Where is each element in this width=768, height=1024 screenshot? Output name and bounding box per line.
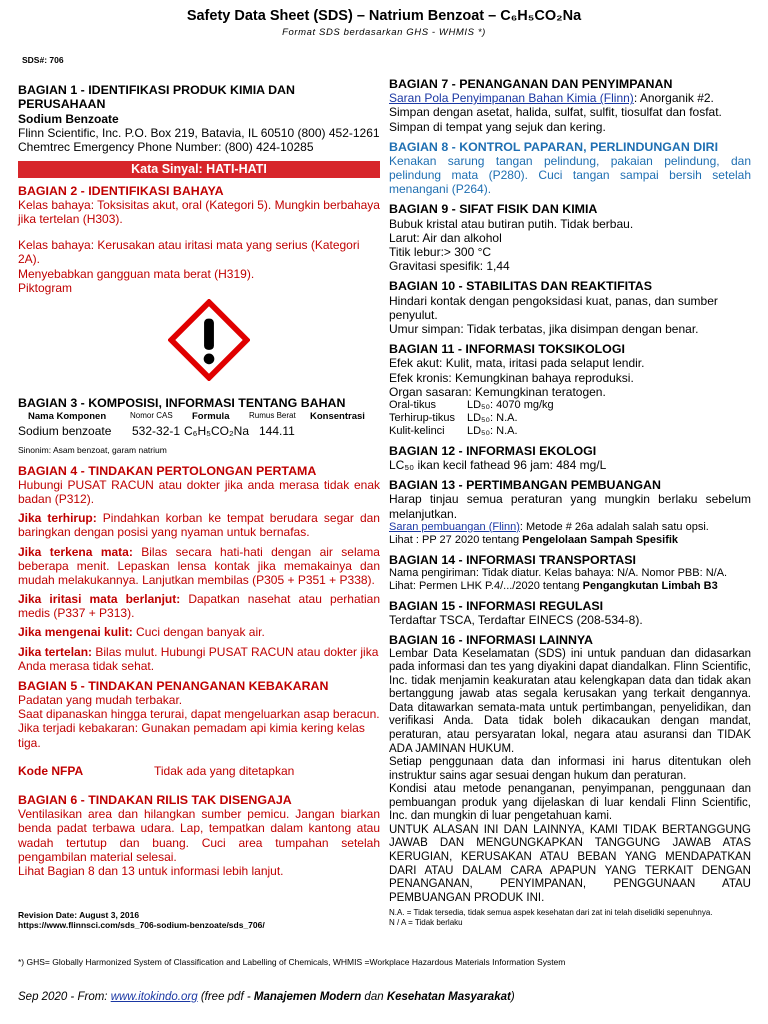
section-12-heading: BAGIAN 12 - INFORMASI EKOLOGI bbox=[389, 443, 597, 458]
exclamation-mark-ghs-pictogram-icon bbox=[168, 299, 250, 381]
other-info-p3: Kondisi atau metode penanganan, penyimpanan, penggunaan dan pembuangan produk yang dijelaskan di luar kendali Flinn Scientific, Inc. dan mungkin di luar pengetahuan kami. bbox=[389, 783, 751, 823]
section-9-heading: BAGIAN 9 - SIFAT FISIK DAN KIMIA bbox=[389, 202, 598, 217]
cas-number: 532-32-1 bbox=[132, 423, 181, 438]
section-11-heading: BAGIAN 11 - INFORMASI TOKSIKOLOGI bbox=[389, 342, 625, 357]
tox-row: Oral-tikus LD₅₀: 4070 mg/kg bbox=[389, 398, 554, 411]
emergency-phone: Chemtrec Emergency Phone Number: (800) 424-10285 bbox=[18, 139, 314, 154]
itokindo-link[interactable]: www.itokindo.org bbox=[110, 991, 198, 1003]
section-7-heading: BAGIAN 7 - PENANGANAN DAN PENYIMPANAN bbox=[389, 77, 673, 91]
col-component: Nama Komponen bbox=[28, 411, 107, 423]
hazard-class-1: Kelas bahaya: Toksisitas akut, oral (Kategori 5). Mungkin berbahaya jika tertelan (H303). bbox=[18, 198, 380, 227]
section-10-heading: BAGIAN 10 - STABILITAS DAN REAKTIFITAS bbox=[389, 279, 652, 294]
stability-line-1: Hindari kontak dengan pengoksidasi kuat, panas, dan sumber penyulut. bbox=[389, 293, 718, 322]
hazard-statement: Menyebabkan gangguan mata berat (H319). bbox=[18, 266, 255, 281]
nfpa-code bbox=[18, 764, 380, 778]
revision-date: Revision Date: August 3, 2016 bbox=[18, 910, 140, 920]
first-aid-eye: Jika terkena mata: Bilas secara hati-hati dengan air selama beberapa menit. Lepaskan lensa kontak jika memakainya dan mudah melakukannya. Lanjutkan membilas (P305 + P351 + P338). bbox=[18, 544, 380, 587]
other-info-disclaimer: UNTUK ALASAN INI DAN LAINNYA, KAMI TIDAK BERTANGGUNG JAWAB DAN MENGUNGKAPKAN TANGGUNG JAWAB ATAS KERUGIAN, KERUSAKAN ATAU BEBAN YANG MENDAPATKAN DARI ATAU DALAM CARA APAPUN YANG TERKAIT DENGAN PENANGANAN, PENYIMPANAN, PENGGUNAAN ATAU PEMBUANGAN PRODUK INI. bbox=[389, 823, 751, 904]
col-concentration: Konsentrasi bbox=[310, 411, 365, 423]
section-13-heading: BAGIAN 13 - PERTIMBANGAN PEMBUANGAN bbox=[389, 478, 661, 493]
first-aid-eye-irritation: Jika iritasi mata berlanjut: Dapatkan nasehat atau perhatian medis (P337 + P313). bbox=[18, 592, 380, 621]
appearance: Bubuk kristal atau butiran putih. Tidak berbau. bbox=[389, 216, 634, 231]
disposal-review: Harap tinjau semua peraturan yang mungkin berlaku sebelum melanjutkan. bbox=[389, 492, 751, 521]
signal-word-banner: Kata Sinyal: HATI-HATI bbox=[18, 161, 380, 178]
composition-row bbox=[18, 424, 380, 438]
first-aid-swallow: Jika tertelan: Bilas mulut. Hubungi PUSAT RACUN atau dokter jika Anda merasa tidak sehat. bbox=[18, 644, 379, 673]
fire-line-2: Saat dipanaskan hingga terurai, dapat mengeluarkan asap beracun. bbox=[18, 707, 380, 722]
source-credit: Sep 2020 - From: www.itokindo.org (free pdf - Manajemen Modern dan Kesehatan Masyarakat) bbox=[18, 991, 515, 1003]
section-5-heading: BAGIAN 5 - TINDAKAN PENANGANAN KEBAKARAN bbox=[18, 678, 329, 693]
nfpa-value: Tidak ada yang ditetapkan bbox=[154, 763, 295, 778]
composition-header bbox=[18, 411, 380, 422]
section-6-heading: BAGIAN 6 - TINDAKAN RILIS TAK DISENGAJA bbox=[18, 792, 292, 807]
source-url: https://www.flinnsci.com/sds_706-sodium-benzoate/sds_706/ bbox=[18, 920, 265, 931]
solubility: Larut: Air dan alkohol bbox=[389, 230, 502, 245]
storage-pattern-link[interactable]: Saran Pola Penyimpanan Bahan Kimia (Flinn) bbox=[389, 91, 634, 106]
first-aid-skin: Jika mengenai kulit: Cuci dengan banyak air. bbox=[18, 625, 265, 640]
hazard-class-2: Kelas bahaya: Kerusakan atau iritasi mata yang serius (Kategori 2A). bbox=[18, 238, 360, 267]
disposal-regulation: Lihat : PP 27 2020 tentang Pengelolaan Sampah Spesifik bbox=[389, 533, 679, 546]
release-measures: Ventilasikan area dan hilangkan sumber pemicu. Jangan biarkan benda padat terbawa udara. Lap, tempatkan dalam kantong atau wadah tertutup dan buang. Cuci area tumpahan setelah pengambilan material selesai. bbox=[18, 807, 380, 864]
formula: C₆H₅CO₂Na bbox=[184, 423, 250, 438]
document-subtitle: Format SDS berdasarkan GHS - WHMIS *) bbox=[282, 27, 486, 38]
product-name: Sodium Benzoate bbox=[18, 111, 119, 126]
ecotoxicity: LC₅₀ ikan kecil fathead 96 jam: 484 mg/L bbox=[389, 458, 607, 472]
melting-point: Titik lebur:> 300 °C bbox=[389, 245, 492, 260]
transport-regulation: Lihat: Permen LHK P.4/.../2020 tentang Pengangkutan Limbah B3 bbox=[389, 579, 718, 592]
storage-line-2: Simpan dengan asetat, halida, sulfat, sulfit, tiosulfat dan fosfat. bbox=[389, 105, 722, 120]
left-column bbox=[18, 77, 380, 878]
tox-row: Terhirup-tikus LD₅₀: N.A. bbox=[389, 411, 518, 424]
fire-line-3: Jika terjadi kebakaran: Gunakan pemadam api kimia kering kelas tiga. bbox=[18, 721, 365, 750]
shelf-life: Umur simpan: Tidak terbatas, jika disimpan dengan benar. bbox=[389, 321, 699, 336]
revision-info bbox=[18, 910, 265, 930]
document-title: Safety Data Sheet (SDS) – Natrium Benzoat – C₆H₅CO₂Na bbox=[186, 8, 582, 24]
col-formula: Formula bbox=[192, 411, 230, 423]
fire-line-1: Padatan yang mudah terbakar. bbox=[18, 693, 183, 708]
section-14-heading: BAGIAN 14 - INFORMASI TRANSPORTASI bbox=[389, 552, 636, 567]
molecular-weight: 144.11 bbox=[259, 423, 295, 438]
pictogram-label: Piktogram bbox=[18, 280, 73, 295]
section-2-heading: BAGIAN 2 - IDENTIFIKASI BAHAYA bbox=[18, 183, 224, 198]
acute-effects: Efek akut: Kulit, mata, iritasi pada selaput lendir. bbox=[389, 356, 645, 371]
disposal-method: Saran pembuangan (Flinn): Metode # 26a adalah salah satu opsi. bbox=[389, 520, 709, 533]
section-3-heading: BAGIAN 3 - KOMPOSISI, INFORMASI TENTANG BAHAN bbox=[18, 396, 346, 411]
col-weight: Rumus Berat bbox=[249, 411, 296, 421]
tox-row: Kulit-kelinci LD₅₀: N.A. bbox=[389, 424, 518, 437]
storage-line-3: Simpan di tempat yang sejuk dan kering. bbox=[389, 119, 606, 134]
target-organs: Organ sasaran: Kemungkinan teratogen. bbox=[389, 384, 606, 399]
right-column bbox=[389, 77, 751, 927]
nfpa-label: Kode NFPA bbox=[18, 763, 84, 778]
section-1-heading: BAGIAN 1 - IDENTIFIKASI PRODUK KIMIA DAN PERUSAHAAN bbox=[18, 83, 295, 112]
other-info-p2: Setiap penggunaan data dan informasi ini harus ditentukan oleh instruktur sains agar sesuai dengan hukum dan peraturan. bbox=[389, 756, 751, 782]
regulatory-info: Terdaftar TSCA, Terdaftar EINECS (208-534-8). bbox=[389, 613, 643, 628]
disposal-link[interactable]: Saran pembuangan (Flinn) bbox=[389, 520, 520, 533]
shipping-name: Nama pengiriman: Tidak diatur. Kelas bahaya: N/A. Nomor PBB: N/A. bbox=[389, 566, 728, 579]
section-4-heading: BAGIAN 4 - TINDAKAN PERTOLONGAN PERTAMA bbox=[18, 463, 317, 478]
section-16-heading: BAGIAN 16 - INFORMASI LAINNYA bbox=[389, 633, 594, 648]
component-name: Sodium benzoate bbox=[18, 423, 112, 438]
sds-number: SDS#: 706 bbox=[22, 55, 64, 65]
other-info-p1: Lembar Data Keselamatan (SDS) ini untuk panduan dan didasarkan pada informasi dan tes yang diyakini dapat diandalkan. Flinn Scientific, Inc. tidak menjamin keakuratan atau kelengkapan data dan tidak akan bertanggung jawab atas segala kerusakan yang terkait dengannya. Data ditawarkan semata-mata untuk pertimbangan, penyelidikan, dan verifikasi Anda. Data tidak boleh dikacaukan dengan mandat, peraturan, atau persyaratan lokal, negara atau asuransi dan TIDAK ADA JAMINAN HUKUM. bbox=[389, 647, 751, 755]
note-n-a: N / A = Tidak berlaku bbox=[389, 917, 463, 927]
first-aid-general: Hubungi PUSAT RACUN atau dokter jika anda merasa tidak enak badan (P312). bbox=[18, 478, 380, 507]
section-8-heading: BAGIAN 8 - KONTROL PAPARAN, PERLINDUNGAN DIRI bbox=[389, 139, 719, 154]
storage-pattern: Saran Pola Penyimpanan Bahan Kimia (Flinn): Anorganik #2. bbox=[389, 91, 714, 106]
company-address: Flinn Scientific, Inc. P.O. Box 219, Batavia, IL 60510 (800) 452-1261 bbox=[18, 125, 380, 140]
exposure-controls: Kenakan sarung tangan pelindung, pakaian pelindung, dan pelindung mata (P280). Cuci tangan sampai bersih setelah menangani (P264). bbox=[389, 154, 751, 197]
synonyms: Sinonim: Asam benzoat, garam natrium bbox=[18, 444, 167, 455]
specific-gravity: Gravitasi spesifik: 1,44 bbox=[389, 259, 510, 274]
first-aid-inhalation: Jika terhirup: Pindahkan korban ke tempat berudara segar dan baringkan dengan posisi yang nyaman untuk bernafas. bbox=[18, 511, 380, 540]
chronic-effects: Efek kronis: Kemungkinan bahaya reproduksi. bbox=[389, 370, 634, 385]
col-cas: Nomor CAS bbox=[130, 411, 173, 421]
release-see-also: Lihat Bagian 8 dan 13 untuk informasi lebih lanjut. bbox=[18, 863, 284, 878]
ghs-footnote: *) GHS= Globally Harmonized System of Classification and Labelling of Chemicals, WHMIS =Workplace Hazardous Materials Information System bbox=[18, 957, 566, 967]
note-na: N.A. = Tidak tersedia, tidak semua aspek kesehatan dari zat ini telah diselidiki sepenuhnya. bbox=[389, 908, 713, 918]
section-15-heading: BAGIAN 15 - INFORMASI REGULASI bbox=[389, 598, 604, 613]
